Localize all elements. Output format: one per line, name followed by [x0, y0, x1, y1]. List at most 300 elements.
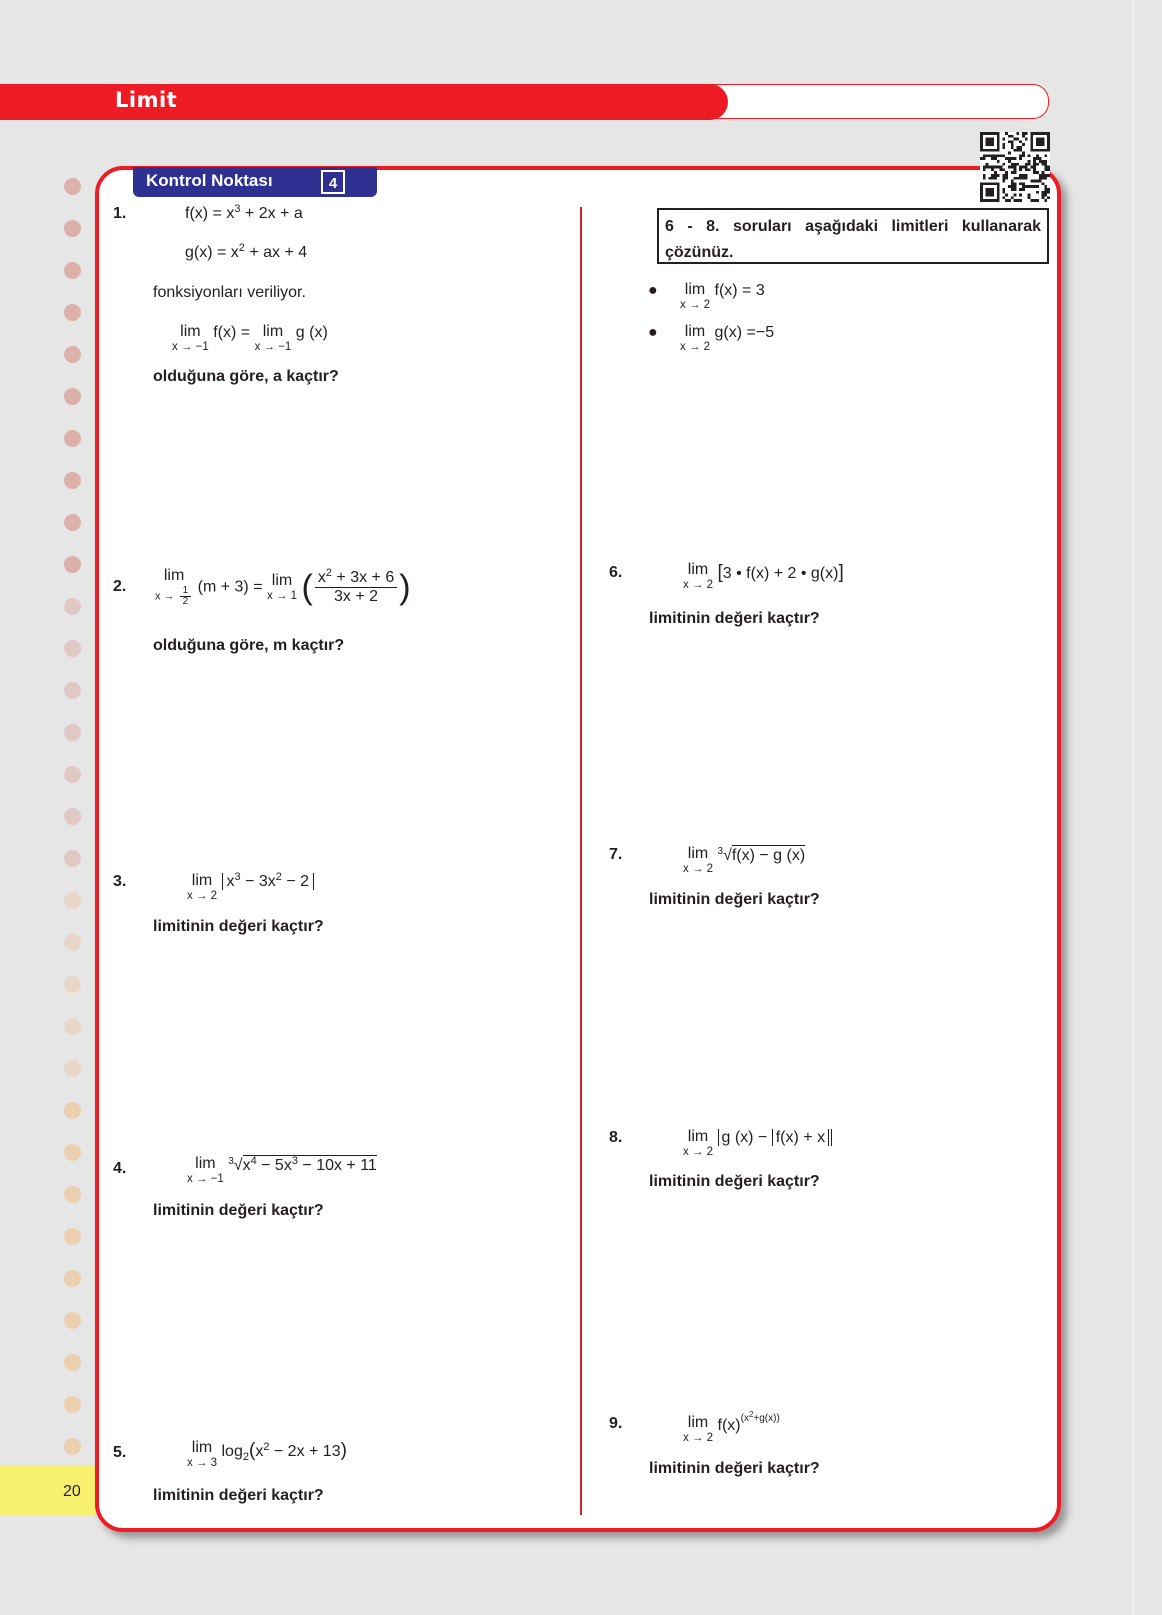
lim-operator — [255, 324, 292, 354]
margin-dot — [64, 262, 81, 279]
math-fragment: f(x) + x — [772, 1129, 829, 1146]
qr-module — [991, 166, 994, 169]
margin-dot — [64, 346, 81, 363]
q4-expression — [187, 1156, 377, 1186]
qr-module — [1025, 168, 1028, 171]
qr-module — [1011, 166, 1014, 169]
qr-module — [1014, 188, 1017, 191]
qr-module — [1005, 132, 1008, 135]
qr-module — [1030, 166, 1033, 169]
lim-operator — [187, 1156, 224, 1186]
qr-module — [986, 166, 989, 169]
margin-dot — [64, 304, 81, 321]
qr-module — [986, 154, 989, 157]
math-fragment: g(x) = x — [185, 244, 239, 261]
math-fragment: ) — [399, 568, 411, 607]
qr-module — [1033, 171, 1036, 174]
qr-module — [1022, 182, 1025, 185]
given-limit-f — [680, 282, 765, 312]
qr-module — [1019, 157, 1022, 160]
qr-module — [991, 174, 994, 177]
q8-number: 8. — [609, 1129, 623, 1146]
qr-module — [1019, 182, 1022, 185]
math-fragment: lim — [687, 845, 709, 862]
qr-module — [1025, 185, 1028, 188]
math-fragment: lim — [687, 1414, 709, 1431]
qr-module — [1033, 157, 1036, 160]
q3-question: limitinin değeri kaçtır? — [153, 918, 324, 935]
qr-module — [1039, 174, 1042, 177]
math-fragment: x — [226, 873, 235, 890]
q2-question: olduğuna göre, m kaçtır? — [153, 637, 345, 654]
qr-module — [1016, 132, 1019, 135]
math-fragment: 2 — [748, 1410, 754, 1419]
math-fragment: − 2x + 13 — [269, 1443, 341, 1460]
math-fragment: [ — [717, 562, 723, 583]
qr-module — [1022, 135, 1025, 138]
qr-module — [1042, 160, 1045, 163]
math-fragment: lim — [687, 1128, 709, 1145]
qr-module — [1030, 180, 1033, 183]
qr-module — [1047, 174, 1050, 177]
qr-module — [1008, 160, 1011, 163]
math-fragment: x → −1 — [172, 341, 209, 353]
qr-module — [1025, 166, 1028, 169]
margin-dot — [64, 892, 81, 909]
qr-module — [1042, 174, 1045, 177]
qr-module — [1002, 174, 1005, 177]
qr-module — [1036, 191, 1039, 194]
math-fragment: (m + 3) = — [197, 578, 267, 596]
bullet-icon: ● — [648, 282, 658, 299]
math-fragment: f(x) − g (x) — [731, 847, 806, 864]
qr-module — [1005, 194, 1008, 197]
lim-operator — [155, 568, 193, 607]
lim-operator — [267, 573, 297, 603]
lim-operator — [187, 1440, 217, 1470]
qr-module — [1030, 185, 1033, 188]
margin-dot — [64, 934, 81, 951]
margin-dot — [64, 724, 81, 741]
qr-module — [997, 154, 1000, 157]
q6-expression — [683, 562, 844, 592]
qr-module — [1025, 174, 1028, 177]
q1-f-definition — [185, 205, 303, 223]
qr-module — [1022, 132, 1025, 135]
math-fragment: f(x) = x — [185, 205, 235, 222]
qr-module — [1039, 180, 1042, 183]
qr-module — [1033, 185, 1036, 188]
qr-module — [983, 157, 986, 160]
margin-dot — [64, 1270, 81, 1287]
qr-module — [988, 154, 991, 157]
margin-dot — [64, 472, 81, 489]
qr-module — [991, 177, 994, 180]
section-tab — [133, 167, 377, 197]
qr-module — [1011, 182, 1014, 185]
qr-module — [1019, 154, 1022, 157]
qr-module — [1044, 177, 1047, 180]
q3-expression — [187, 873, 314, 903]
qr-module — [1044, 166, 1047, 169]
qr-module — [1011, 171, 1014, 174]
qr-module — [1019, 149, 1022, 152]
qr-module — [1016, 138, 1019, 141]
qr-module — [1002, 143, 1005, 146]
math-fragment: x → 3 — [187, 1457, 218, 1469]
math-fragment — [243, 1155, 377, 1174]
math-fragment: ( — [301, 568, 313, 607]
qr-module — [1008, 157, 1011, 160]
qr-module — [1028, 154, 1031, 157]
qr-module — [997, 174, 1000, 177]
math-fragment: 3 — [234, 203, 241, 215]
qr-module — [1044, 168, 1047, 171]
qr-module — [1002, 191, 1005, 194]
qr-module — [1008, 185, 1011, 188]
qr-module — [1047, 166, 1050, 169]
margin-dot — [64, 1312, 81, 1329]
qr-module — [1039, 157, 1042, 160]
qr-module — [1008, 140, 1011, 143]
qr-module — [1036, 180, 1039, 183]
q9-question: limitinin değeri kaçtır? — [649, 1460, 820, 1477]
margin-dot — [64, 640, 81, 657]
margin-dot — [64, 1396, 81, 1413]
q9-expression — [683, 1410, 780, 1445]
qr-module — [1025, 132, 1028, 135]
qr-module — [1002, 177, 1005, 180]
margin-dot — [64, 556, 81, 573]
qr-module — [1002, 154, 1005, 157]
q4-question: limitinin değeri kaçtır? — [153, 1202, 324, 1219]
qr-module — [1000, 154, 1003, 157]
qr-module — [994, 157, 997, 160]
math-fragment: +g(x)) — [753, 1413, 780, 1424]
qr-module — [1011, 188, 1014, 191]
qr-module — [997, 160, 1000, 163]
qr-module — [1008, 152, 1011, 155]
math-fragment: 3 — [228, 1156, 234, 1167]
page-number: 20 — [63, 1483, 81, 1500]
qr-module — [991, 168, 994, 171]
math-fragment — [740, 1410, 780, 1424]
q6-question: limitinin değeri kaçtır? — [649, 610, 820, 627]
qr-module — [1044, 163, 1047, 166]
qr-module — [1005, 174, 1008, 177]
qr-module — [1011, 143, 1014, 146]
qr-module — [1002, 196, 1005, 199]
qr-module — [1019, 188, 1022, 191]
qr-module — [1002, 138, 1005, 141]
math-fragment: ) — [340, 1440, 347, 1461]
qr-module — [1028, 196, 1031, 199]
math-fragment: 4 — [250, 1155, 257, 1167]
qr-module — [1044, 199, 1047, 202]
qr-module — [1000, 168, 1003, 171]
math-fragment: 2 — [238, 242, 245, 254]
math-fragment: 2 — [325, 567, 332, 579]
qr-module — [1030, 199, 1033, 202]
margin-dot — [64, 976, 81, 993]
math-fragment: f(x) = 3 — [714, 282, 765, 299]
qr-module — [1008, 199, 1011, 202]
margin-dot — [64, 1438, 81, 1455]
margin-dot — [64, 388, 81, 405]
math-fragment: − 3x — [240, 873, 276, 890]
qr-module — [1005, 171, 1008, 174]
qr-module — [1044, 185, 1047, 188]
math-fragment: x → 2 — [680, 341, 711, 353]
math-fragment — [1036, 138, 1044, 146]
margin-dot — [64, 1018, 81, 1035]
q1-question: olduğuna göre, a kaçtır? — [153, 368, 339, 385]
page-number-band — [0, 1465, 96, 1515]
qr-module — [1016, 146, 1019, 149]
qr-module — [994, 171, 997, 174]
lim-operator — [683, 1415, 713, 1445]
qr-module — [1028, 168, 1031, 171]
margin-dot — [64, 1354, 81, 1371]
qr-module — [1019, 174, 1022, 177]
qr-module — [1002, 163, 1005, 166]
qr-module — [1019, 194, 1022, 197]
q7-number: 7. — [609, 846, 623, 863]
qr-module — [1047, 196, 1050, 199]
math-fragment: lim — [271, 571, 293, 589]
qr-module — [1011, 185, 1014, 188]
lim-operator — [683, 1129, 713, 1159]
qr-module — [1008, 135, 1011, 138]
qr-module — [1014, 182, 1017, 185]
math-fragment: x → 2 — [683, 579, 714, 591]
math-fragment: lim — [684, 323, 706, 340]
math-fragment: lim — [684, 281, 706, 298]
math-fragment — [180, 586, 192, 607]
qr-module — [1002, 168, 1005, 171]
math-fragment: + 3x + 6 — [331, 569, 395, 586]
margin-dot — [64, 178, 81, 195]
math-fragment: f(x) — [717, 1417, 741, 1434]
math-fragment — [831, 1129, 832, 1146]
qr-module — [994, 154, 997, 157]
margin-dot — [64, 808, 81, 825]
q1-limit-equation — [172, 324, 328, 354]
math-fragment: x → — [155, 590, 175, 603]
qr-module — [1044, 188, 1047, 191]
qr-module — [991, 154, 994, 157]
math-fragment: − 2 — [281, 873, 310, 890]
qr-module — [1028, 185, 1031, 188]
qr-module — [983, 177, 986, 180]
given-limit-g — [680, 324, 774, 354]
math-fragment: g(x) =−5 — [714, 324, 775, 341]
margin-dot — [64, 1060, 81, 1077]
lim-operator — [680, 282, 710, 312]
qr-module — [1019, 140, 1022, 143]
q9-number: 9. — [609, 1415, 623, 1432]
qr-module — [1002, 180, 1005, 183]
qr-module — [1039, 177, 1042, 180]
qr-module — [1011, 180, 1014, 183]
math-fragment: f(x) = — [213, 324, 255, 341]
qr-module — [988, 177, 991, 180]
math-fragment: 3x + 2 — [334, 588, 379, 605]
math-fragment: x — [317, 569, 326, 586]
qr-module — [1014, 185, 1017, 188]
header-red-band — [0, 84, 728, 120]
section-number: 4 — [321, 170, 345, 194]
qr-module — [1022, 177, 1025, 180]
math-fragment — [315, 569, 397, 588]
qr-module — [1042, 191, 1045, 194]
qr-module — [1011, 135, 1014, 138]
math-fragment: 1 — [180, 586, 192, 597]
qr-module — [1036, 157, 1039, 160]
qr-module — [1011, 140, 1014, 143]
margin-dot — [64, 514, 81, 531]
q5-question: limitinin değeri kaçtır? — [153, 1487, 324, 1504]
qr-module — [1011, 157, 1014, 160]
qr-module — [1025, 138, 1028, 141]
qr-module — [1042, 163, 1045, 166]
qr-module — [1044, 174, 1047, 177]
math-fragment: x — [255, 1443, 264, 1460]
qr-module — [1028, 194, 1031, 197]
math-fragment: √ — [233, 1157, 243, 1174]
qr-module — [983, 174, 986, 177]
qr-module — [1036, 154, 1039, 157]
qr-module — [1033, 168, 1036, 171]
qr-module — [1044, 160, 1047, 163]
column-divider — [580, 207, 582, 1515]
math-fragment: − 5x — [256, 1157, 292, 1174]
math-fragment: 2 — [242, 1451, 249, 1464]
math-fragment: lim — [163, 567, 185, 584]
qr-module — [994, 174, 997, 177]
qr-module — [1022, 166, 1025, 169]
chapter-title: Limit — [115, 88, 178, 112]
qr-module — [1016, 177, 1019, 180]
q7-question: limitinin değeri kaçtır? — [649, 891, 820, 908]
qr-module — [1011, 196, 1014, 199]
margin-dot — [64, 1228, 81, 1245]
math-fragment: lim — [191, 1439, 213, 1456]
q3-number: 3. — [113, 873, 127, 890]
qr-module — [1042, 182, 1045, 185]
math-fragment: x → 2 — [187, 890, 218, 902]
lim-operator — [683, 846, 713, 876]
qr-code-icon[interactable] — [980, 132, 1050, 202]
qr-module — [1042, 194, 1045, 197]
qr-module — [1019, 168, 1022, 171]
math-fragment: (x — [740, 1413, 749, 1424]
math-fragment: lim — [687, 561, 709, 578]
margin-dot — [64, 430, 81, 447]
math-fragment — [222, 873, 315, 890]
math-fragment: + 2x + a — [240, 205, 303, 222]
qr-module — [1025, 177, 1028, 180]
math-fragment: lim — [180, 323, 201, 340]
qr-module — [1019, 177, 1022, 180]
margin-dot — [64, 766, 81, 783]
qr-module — [1014, 163, 1017, 166]
qr-module — [1036, 171, 1039, 174]
qr-module — [1033, 180, 1036, 183]
math-fragment: x → −1 — [187, 1173, 224, 1185]
qr-module — [1011, 146, 1014, 149]
qr-module — [1044, 194, 1047, 197]
qr-module — [1022, 174, 1025, 177]
qr-module — [986, 163, 989, 166]
math-fragment: + ax + 4 — [244, 244, 308, 261]
instruction-box: 6 - 8. soruları aşağıdaki limitleri kullanarak çözünüz. — [657, 208, 1049, 264]
math-fragment: 2 — [182, 596, 189, 607]
qr-module — [1033, 166, 1036, 169]
math-fragment: x → 2 — [683, 1146, 714, 1158]
qr-module — [1036, 163, 1039, 166]
qr-module — [1047, 191, 1050, 194]
qr-module — [1022, 152, 1025, 155]
lim-operator — [187, 873, 217, 903]
qr-module — [1044, 191, 1047, 194]
qr-module — [1022, 188, 1025, 191]
math-fragment: x → −1 — [254, 341, 292, 353]
qr-module — [1016, 163, 1019, 166]
qr-module — [1002, 146, 1005, 149]
math-fragment: g (x) — [295, 324, 328, 341]
math-fragment: 3 — [291, 1155, 298, 1167]
q8-question: limitinin değeri kaçtır? — [649, 1173, 820, 1190]
qr-module — [1022, 185, 1025, 188]
qr-module — [1019, 166, 1022, 169]
qr-module — [1047, 188, 1050, 191]
margin-dot — [64, 220, 81, 237]
qr-module — [1014, 199, 1017, 202]
math-fragment: x → 1 — [267, 589, 298, 602]
math-fragment — [155, 586, 193, 607]
qr-module — [994, 177, 997, 180]
qr-module — [1014, 177, 1017, 180]
q8-expression — [683, 1129, 832, 1159]
qr-module — [983, 154, 986, 157]
math-fragment: g (x) − — [721, 1129, 772, 1146]
math-fragment — [986, 138, 994, 146]
qr-module — [1022, 143, 1025, 146]
qr-module — [1044, 154, 1047, 157]
qr-module — [1022, 154, 1025, 157]
math-fragment: x — [242, 1157, 251, 1174]
header-outline — [690, 84, 1049, 119]
qr-module — [1008, 166, 1011, 169]
q6-number: 6. — [609, 564, 623, 581]
qr-module — [988, 166, 991, 169]
qr-module — [1042, 171, 1045, 174]
q1-text: fonksiyonları veriliyor. — [153, 284, 306, 301]
bullet-icon: ● — [648, 324, 658, 341]
qr-module — [983, 168, 986, 171]
qr-module — [1028, 160, 1031, 163]
qr-module — [980, 157, 983, 160]
qr-module — [1033, 163, 1036, 166]
qr-module — [1033, 199, 1036, 202]
math-fragment: x → 2 — [683, 1432, 714, 1444]
math-fragment: ( — [248, 1440, 256, 1461]
math-fragment: lim — [262, 323, 284, 340]
q5-number: 5. — [113, 1444, 127, 1461]
math-fragment — [986, 188, 994, 196]
math-fragment: 3 — [717, 846, 724, 857]
